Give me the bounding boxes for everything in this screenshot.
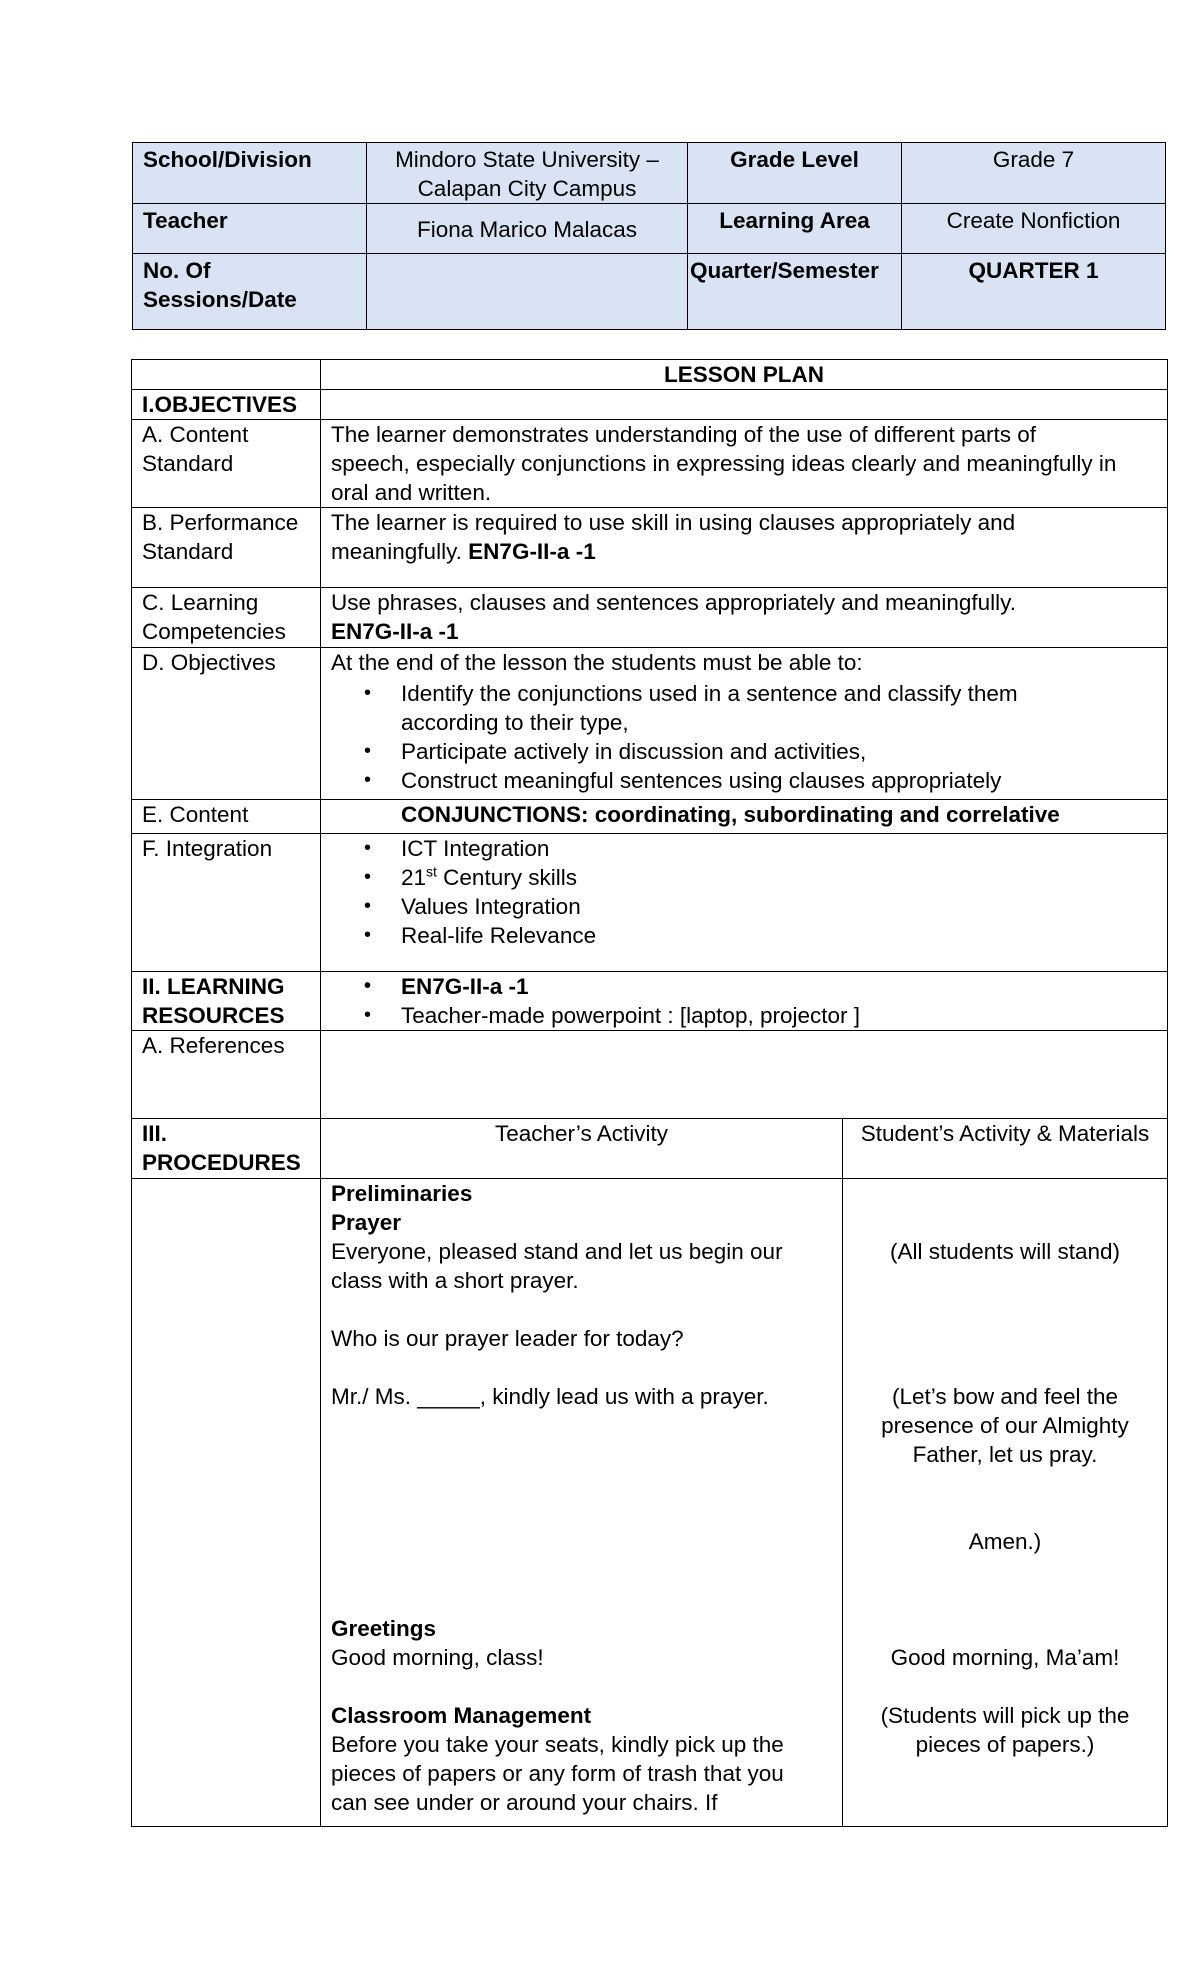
student-activity-header: Student’s Activity & Materials <box>843 1119 1168 1179</box>
list-item: • Real-life Relevance <box>331 921 1157 950</box>
teacher-activity-header: Teacher’s Activity <box>321 1119 843 1179</box>
content-label: E. Content <box>132 800 321 834</box>
resources-label: II. LEARNING RESOURCES <box>132 972 321 1031</box>
objectives-label: I.OBJECTIVES <box>132 390 321 420</box>
list-item: • Teacher-made powerpoint : [laptop, projector ] <box>331 1001 1157 1030</box>
procedures-label: III. PROCEDURES <box>132 1119 321 1179</box>
list-item: • Values Integration <box>331 892 1157 921</box>
competencies: Use phrases, clauses and sentences appropriately and meaningfully. EN7G-II-a -1 <box>321 588 1168 648</box>
grade-label: Grade Level <box>688 143 902 204</box>
content-standard: The learner demonstrates understanding of the use of different parts of speech, especially conjunctions in expressing ideas clearly and meaningfully in oral and written. <box>321 420 1168 508</box>
lesson-plan-title: LESSON PLAN <box>321 360 1168 390</box>
area-label: Learning Area <box>688 204 902 254</box>
student-activity: (All students will stand) (Let’s bow and feel the presence of our Almighty Father, let us pray. Amen.) Good morning, Ma’am! (Students will pick up the pieces of papers.) <box>843 1179 1168 1827</box>
sessions-label: No. Of Sessions/Date <box>133 254 367 330</box>
header-table <box>132 142 1166 330</box>
competencies-label: C. Learning Competencies <box>132 588 321 648</box>
integration-label: F. Integration <box>132 834 321 972</box>
list-item: • Participate actively in discussion and activities, <box>331 737 1157 766</box>
references-label: A. References <box>132 1031 321 1119</box>
school-value: Mindoro State University – Calapan City Campus <box>367 143 688 204</box>
grade-value: Grade 7 <box>902 143 1166 204</box>
list-item: • 21st Century skills <box>331 863 1157 892</box>
list-item: • ICT Integration <box>331 834 1157 863</box>
school-label: School/Division <box>133 143 367 204</box>
list-item: • Construct meaningful sentences using clauses appropriately <box>331 766 1157 795</box>
teacher-value: Fiona Marico Malacas <box>367 204 688 254</box>
integration-list <box>321 834 1168 972</box>
resources-list <box>321 972 1168 1031</box>
quarter-label: Quarter/Semester <box>688 254 902 330</box>
content-standard-label: A. Content Standard <box>132 420 321 508</box>
area-value: Create Nonfiction <box>902 204 1166 254</box>
performance-standard: The learner is required to use skill in using clauses appropriately and meaningfully. EN7G-II-a -1 <box>321 508 1168 588</box>
quarter-value: QUARTER 1 <box>902 254 1166 330</box>
list-item: • EN7G-II-a -1 <box>331 972 1157 1001</box>
content-value: CONJUNCTIONS: coordinating, subordinating and correlative <box>321 800 1168 834</box>
lesson-plan-table <box>131 359 1168 1827</box>
teacher-activity: Preliminaries Prayer Everyone, pleased stand and let us begin our class with a short prayer. Who is our prayer leader for today? Mr./ Ms. _____, kindly lead us with a prayer. Greetings Good morning, class! Classroom Management Before you take your seats, kindly pick up the pieces of papers or any form of trash that you can see under or around your chairs. If <box>321 1179 843 1827</box>
list-item: • Identify the conjunctions used in a sentence and classify them according to their type, <box>331 679 1157 737</box>
teacher-label: Teacher <box>133 204 367 254</box>
sessions-value <box>367 254 688 330</box>
objectives-list: At the end of the lesson the students must be able to: • Identify the conjunctions used in a sentence and classify them according to their type, • Participate actively in discussion and activities, • Construct meaningful sentences using clauses appropriately <box>321 648 1168 800</box>
performance-standard-label: B. Performance Standard <box>132 508 321 588</box>
objectives-d-label: D. Objectives <box>132 648 321 800</box>
